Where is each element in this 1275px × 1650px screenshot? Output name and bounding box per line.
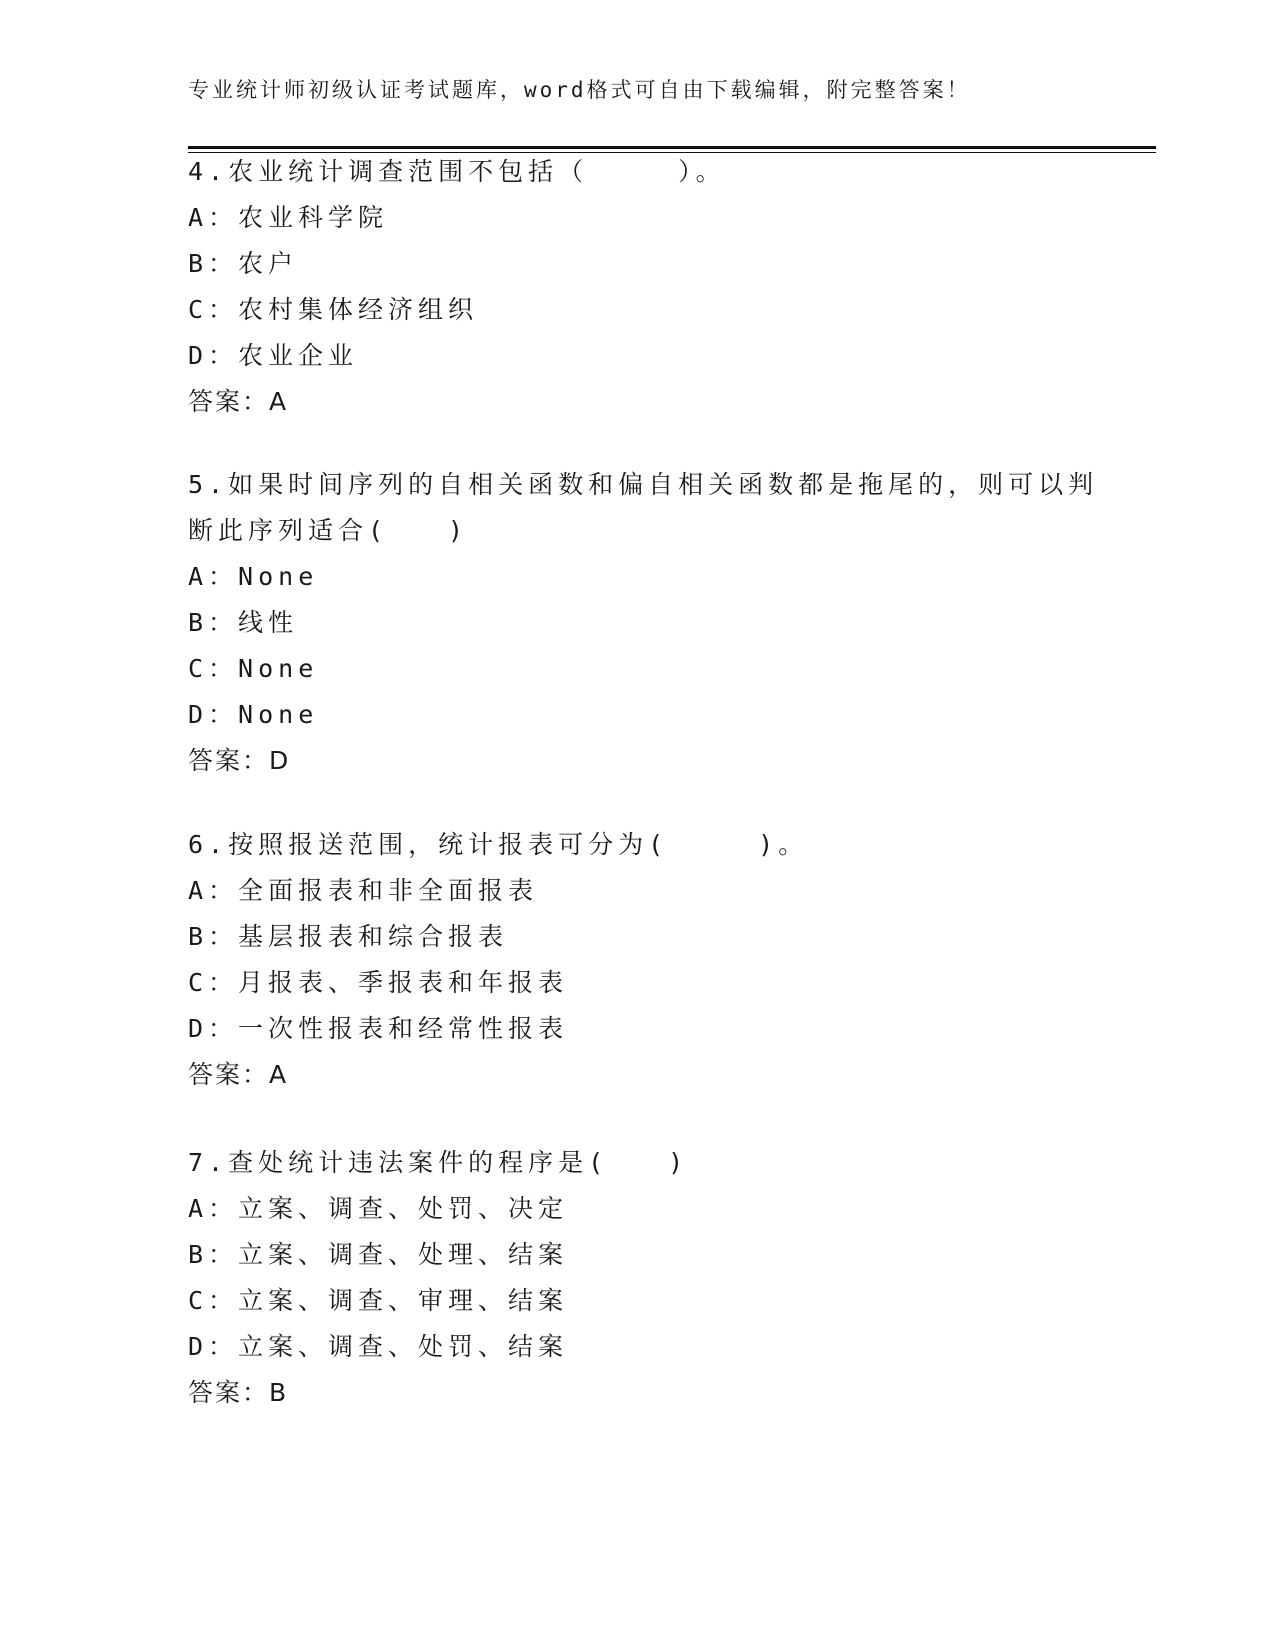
- question-stem: 6.按照报送范围，统计报表可分为( )。: [188, 830, 809, 859]
- answer-line: 答案：D: [188, 746, 291, 775]
- option-c: C：立案、调查、审理、结案: [188, 1286, 569, 1315]
- question-stem: 4.农业统计调查范围不包括（ ）。: [188, 157, 726, 186]
- option-d: D：一次性报表和经常性报表: [188, 1014, 569, 1043]
- option-a: A：None: [188, 562, 319, 591]
- option-d: D：None: [188, 700, 319, 729]
- option-c: C：月报表、季报表和年报表: [188, 968, 569, 997]
- option-a: A：农业科学院: [188, 203, 389, 232]
- question-stem: 7.查处统计违法案件的程序是( ): [188, 1148, 689, 1177]
- option-a: A：全面报表和非全面报表: [188, 876, 539, 905]
- question-4: [188, 149, 1088, 425]
- option-b: B：立案、调查、处理、结案: [188, 1240, 569, 1269]
- answer-line: 答案：A: [188, 387, 289, 416]
- option-d: D：立案、调查、处罚、结案: [188, 1332, 569, 1361]
- question-5: [188, 462, 1099, 784]
- option-a: A：立案、调查、处罚、决定: [188, 1194, 569, 1223]
- option-b: B：线性: [188, 608, 299, 637]
- page-header: 专业统计师初级认证考试题库，word格式可自由下载编辑，附完整答案！: [188, 78, 971, 102]
- question-stem-continued: 断此序列适合( ): [188, 516, 469, 545]
- question-stem: 5.如果时间序列的自相关函数和偏自相关函数都是拖尾的，则可以判: [188, 470, 1099, 499]
- option-c: C：None: [188, 654, 319, 683]
- option-c: C：农村集体经济组织: [188, 295, 479, 324]
- answer-line: 答案：A: [188, 1060, 289, 1089]
- option-b: B：基层报表和综合报表: [188, 922, 509, 951]
- question-6: [188, 822, 1088, 1098]
- option-d: D：农业企业: [188, 341, 359, 370]
- option-b: B：农户: [188, 249, 299, 278]
- question-7: [188, 1140, 1088, 1416]
- answer-line: 答案：B: [188, 1378, 289, 1407]
